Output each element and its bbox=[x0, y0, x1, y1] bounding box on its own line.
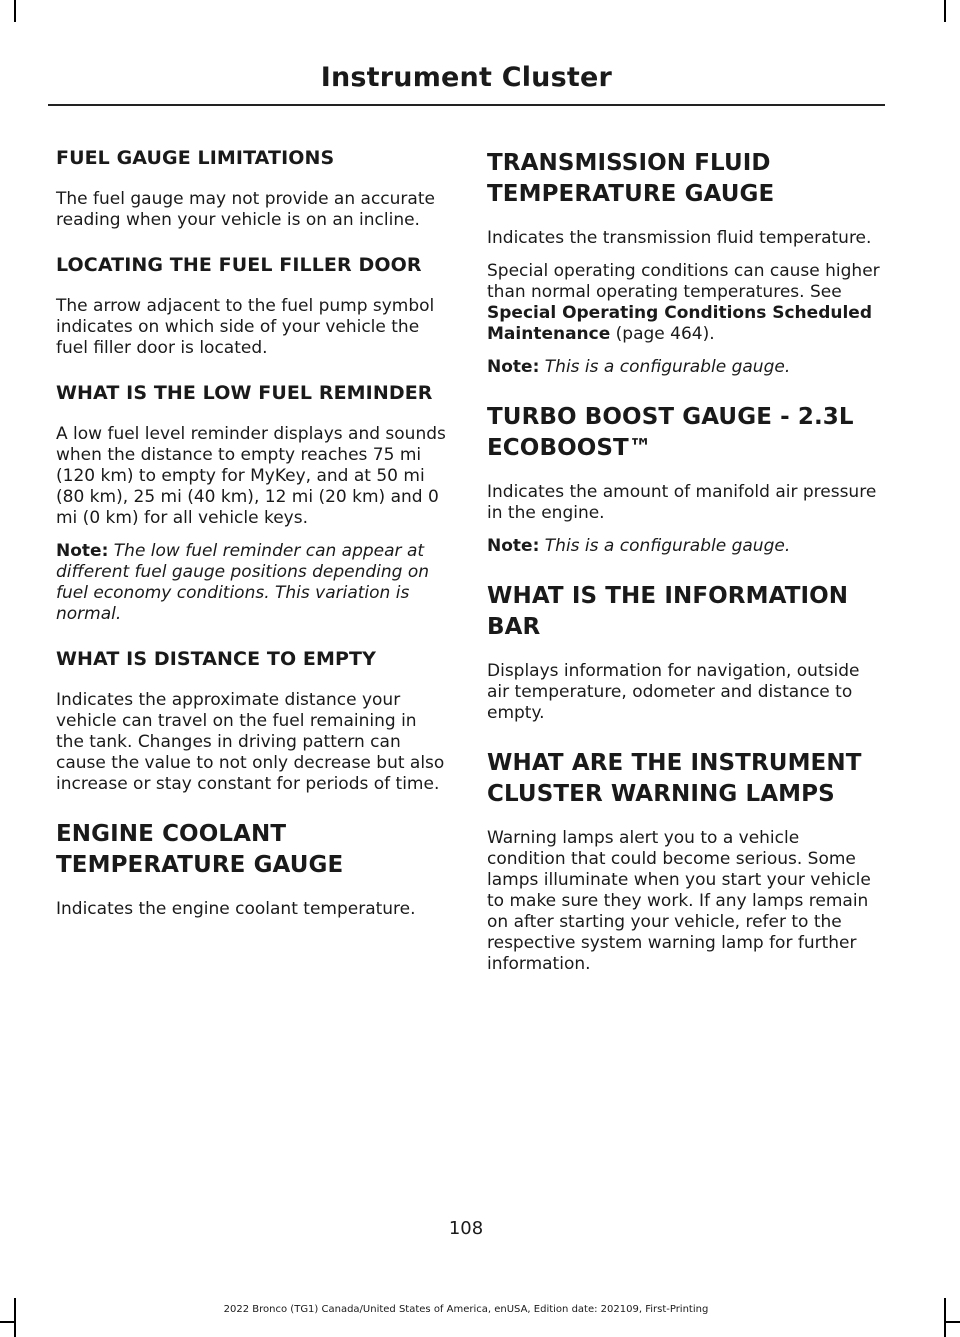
section-body: Indicates the transmission fluid temperature. bbox=[487, 228, 872, 248]
section-transmission-fluid bbox=[487, 148, 883, 378]
crossref-intro: Special operating conditions can cause higher than normal operating temperatures. See bbox=[487, 261, 880, 302]
section-distance-to-empty bbox=[56, 649, 448, 795]
section-fuel-filler-door bbox=[56, 255, 448, 359]
section-heading: WHAT IS DISTANCE TO EMPTY bbox=[56, 648, 376, 670]
section-heading: TURBO BOOST GAUGE - 2.3L ECOBOOST™ bbox=[487, 404, 854, 461]
title-divider bbox=[48, 104, 885, 106]
section-heading: WHAT IS THE INFORMATION BAR bbox=[487, 583, 849, 640]
section-body-crossref bbox=[487, 261, 883, 345]
page-number: 108 bbox=[448, 1218, 484, 1239]
section-body: Displays information for navigation, outside air temperature, odometer and distance to empty. bbox=[487, 661, 860, 723]
crop-mark-bottom-right-horizontal bbox=[946, 1321, 960, 1323]
section-body: A low fuel level reminder displays and sounds when the distance to empty reaches 75 mi (120 km) to empty for MyKey, and at 50 mi (80 km), 25 mi (40 km), 12 mi (20 km) and 0 mi (0 km) for all vehicle keys. bbox=[56, 424, 446, 528]
crop-mark-bottom-left-horizontal bbox=[0, 1321, 14, 1323]
crop-mark-top-right-vertical bbox=[944, 0, 946, 22]
right-column bbox=[487, 148, 883, 987]
crop-mark-bottom-right-vertical bbox=[944, 1298, 946, 1337]
section-turbo-boost bbox=[487, 402, 883, 557]
crop-mark-top-left-vertical bbox=[14, 0, 16, 22]
section-body: The fuel gauge may not provide an accurate reading when your vehicle is on an incline. bbox=[56, 189, 435, 230]
section-body: Indicates the engine coolant temperature. bbox=[56, 899, 416, 919]
section-body: Warning lamps alert you to a vehicle condition that could become serious. Some lamps illuminate when you start your vehicle to make sure they work. If any lamps remain on after starting your vehicle, refer to the respective system warning lamp for further information. bbox=[487, 828, 871, 974]
page-title: Instrument Cluster bbox=[320, 62, 612, 93]
section-heading: LOCATING THE FUEL FILLER DOOR bbox=[56, 254, 422, 276]
note-text: The low fuel reminder can appear at different fuel gauge positions depending on fuel economy conditions. This variation is normal. bbox=[56, 541, 430, 624]
section-information-bar bbox=[487, 581, 883, 724]
footer-edition-info: 2022 Bronco (TG1) Canada/United States of America, enUSA, Edition date: 202109, First-Printing bbox=[223, 1304, 709, 1315]
note-label: Note: bbox=[487, 536, 540, 556]
crossref-page: (page 464). bbox=[615, 324, 715, 344]
section-engine-coolant bbox=[56, 819, 448, 920]
crossref-link[interactable]: Special Operating Conditions Scheduled Maintenance bbox=[487, 303, 872, 344]
section-body: Indicates the approximate distance your vehicle can travel on the fuel remaining in the tank. Changes in driving pattern can cause the value to not only decrease but also increase or stay constant for periods of time. bbox=[56, 690, 445, 794]
section-heading: FUEL GAUGE LIMITATIONS bbox=[56, 147, 335, 169]
note-label: Note: bbox=[487, 357, 540, 377]
section-heading: WHAT IS THE LOW FUEL REMINDER bbox=[56, 382, 433, 404]
left-column bbox=[56, 148, 448, 932]
section-body: Indicates the amount of manifold air pressure in the engine. bbox=[487, 482, 877, 523]
section-heading: TRANSMISSION FLUID TEMPERATURE GAUGE bbox=[487, 150, 775, 207]
section-heading: WHAT ARE THE INSTRUMENT CLUSTER WARNING LAMPS bbox=[487, 750, 862, 807]
section-fuel-gauge-limitations bbox=[56, 148, 448, 231]
section-heading: ENGINE COOLANT TEMPERATURE GAUGE bbox=[56, 821, 344, 878]
note bbox=[56, 541, 448, 625]
note bbox=[487, 357, 883, 378]
note bbox=[487, 536, 883, 557]
section-low-fuel-reminder bbox=[56, 383, 448, 625]
note-text: This is a configurable gauge. bbox=[544, 357, 791, 377]
section-warning-lamps bbox=[487, 748, 883, 975]
note-label: Note: bbox=[56, 541, 109, 561]
note-text: This is a configurable gauge. bbox=[544, 536, 791, 556]
section-body: The arrow adjacent to the fuel pump symbol indicates on which side of your vehicle the fuel filler door is located. bbox=[56, 296, 435, 358]
